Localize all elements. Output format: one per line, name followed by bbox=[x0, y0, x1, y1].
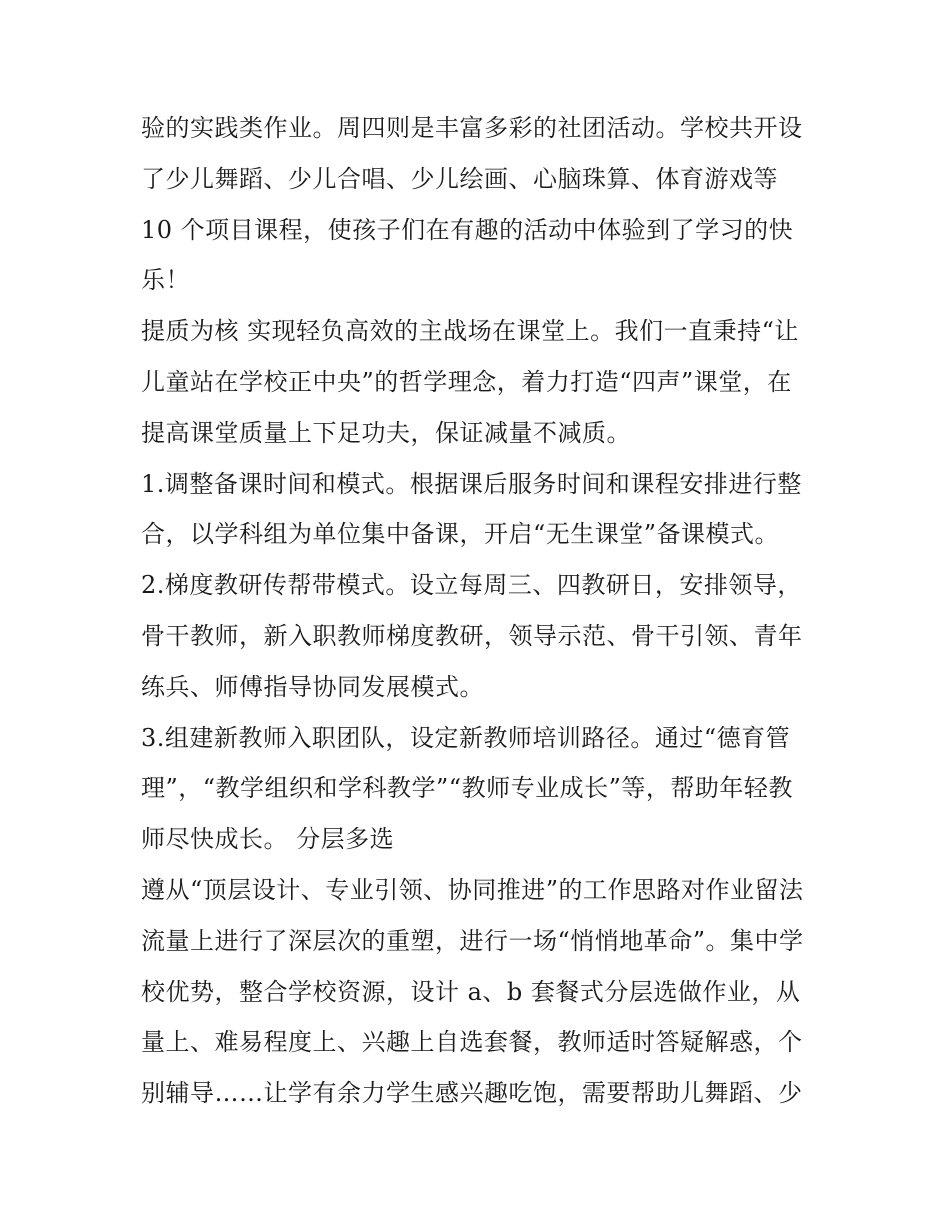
text-line: 了少儿舞蹈、少儿合唱、少儿绘画、心脑珠算、体育游戏等 bbox=[141, 164, 778, 193]
text-line: 骨干教师，新入职教师梯度教研，领导示范、骨干引领、青年 bbox=[141, 621, 803, 650]
text-line: 10 个项目课程，使孩子们在有趣的活动中体验到了学习的快 bbox=[141, 215, 794, 244]
text-line: 合，以学科组为单位集中备课，开启“无生课堂”备课模式。 bbox=[141, 520, 780, 549]
text-line: 练兵、师傅指导协同发展模式。 bbox=[141, 672, 484, 701]
text-line: 3.组建新教师入职团队，设定新教师培训路径。通过“德育管 bbox=[141, 723, 791, 752]
text-line: 2.梯度教研传帮带模式。设立每周三、四教研日，安排领导， bbox=[141, 571, 802, 600]
text-line: 理”，“教学组织和学科教学”“教师专业成长”等，帮助年轻教 bbox=[141, 774, 793, 803]
text-line: 流量上进行了深层次的重塑，进行一场“悄悄地革命”。集中学 bbox=[141, 926, 804, 955]
text-line: 验的实践类作业。周四则是丰富多彩的社团活动。学校共开设 bbox=[141, 114, 803, 142]
text-line: 量上、难易程度上、兴趣上自选套餐，教师适时答疑解惑，个 bbox=[141, 1028, 803, 1057]
text-line: 儿童站在学校正中央”的哲学理念，着力打造“四声”课堂，在 bbox=[141, 367, 792, 396]
text-line: 1.调整备课时间和模式。根据课后服务时间和课程安排进行整 bbox=[141, 469, 802, 498]
text-line: 遵从“顶层设计、专业引领、协同推进”的工作思路对作业留法 bbox=[141, 875, 804, 904]
text-line: 别辅导……让学有余力学生感兴趣吃饱，需要帮助儿舞蹈、少 bbox=[141, 1079, 803, 1108]
text-line: 乐！ bbox=[141, 266, 190, 295]
body-text bbox=[141, 103, 831, 1119]
text-line: 师尽快成长。 分层多选 bbox=[141, 825, 395, 854]
text-line: 校优势，整合学校资源，设计 a、b 套餐式分层选做作业，从 bbox=[141, 977, 801, 1006]
text-line: 提高课堂质量上下足功夫，保证减量不减质。 bbox=[141, 418, 631, 447]
text-line: 提质为核 实现轻负高效的主战场在课堂上。我们一直秉持“让 bbox=[141, 317, 799, 346]
